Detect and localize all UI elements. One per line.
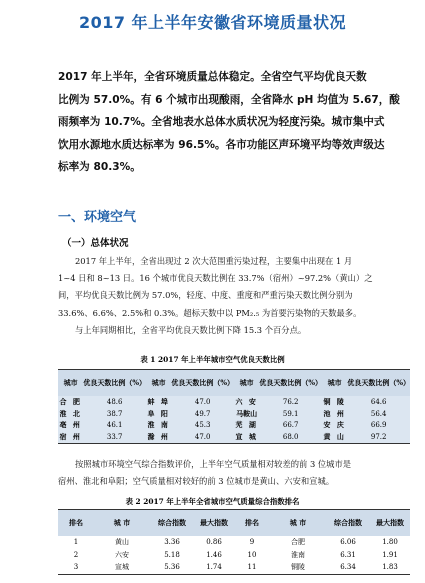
column-header: 最大指数 [200,518,228,527]
column-header: 城 市 [113,518,131,527]
column-header: 综合指数 [334,518,362,527]
value-cell: 3.36 [150,536,194,549]
value-cell: 47.0 [194,397,211,406]
city-cell: 安 庆 [323,420,346,430]
city-cell: 合肥 [270,536,326,549]
value-cell: 68.0 [282,433,299,442]
value-cell: 5.18 [150,549,194,562]
paragraph-line: 间，平均优良天数比例为 57.0%，轻度、中度、重度和严重污染天数比例分别为 [58,290,353,301]
summary-line: 比例为 57.0%。有 6 个城市出现酸雨，全省降水 pH 均值为 5.67，酸 [58,93,400,106]
column-header: 城 市 [289,518,307,527]
column-header: 城市 [151,378,166,387]
section-heading-air: 一、环境空气 [58,210,137,225]
summary-line: 雨频率为 10.7%。全省地表水总体水质状况为轻度污染。城市集中式 [58,116,385,129]
city-cell: 淮 南 [147,420,170,430]
value-cell: 0.86 [194,536,234,549]
column-header: 优良天数比例（%） [171,378,234,387]
value-cell: 33.7 [106,433,123,442]
rank-cell: 3 [58,561,94,574]
value-cell: 64.6 [370,397,387,406]
city-cell: 铜陵 [270,561,326,574]
value-cell: 66.7 [282,421,299,430]
city-cell: 马鞍山 [236,408,258,418]
page-title: 2017 年上半年安徽省环境质量状况 [78,13,347,32]
value-cell: 6.31 [326,549,370,562]
table-row [58,420,410,432]
city-cell: 黄 山 [323,432,346,442]
summary-line: 2017 年上半年，全省环境质量总体稳定。全省空气平均优良天数 [58,71,367,83]
city-cell: 六安 [94,549,150,562]
ranking-paragraph [58,456,408,490]
value-cell: 59.1 [282,409,299,418]
paragraph-line: 2017 年上半年，全省出现过 2 次大范围重污染过程，主要集中出现在 1 月 [75,256,353,266]
rank-cell: 10 [234,549,270,562]
table-row [58,396,410,408]
rank-cell: 11 [234,561,270,574]
table-air-quality-ratio [58,369,410,444]
rank-cell: 9 [234,536,270,549]
table-header-row [58,370,410,397]
city-cell: 淮 北 [59,408,82,418]
table-header-row [58,510,410,537]
column-header: 优良天数比例（%） [83,378,146,387]
city-cell: 蚌 埠 [147,396,170,406]
city-cell: 六 安 [235,396,258,406]
city-cell: 宣城 [94,561,150,574]
table-row [58,561,410,574]
value-cell: 6.06 [326,536,370,549]
value-cell: 56.4 [370,409,387,418]
city-cell: 合 肥 [59,396,82,406]
summary-paragraph [58,66,403,179]
paragraph-line: 与上年同期相比，全省平均优良天数比例下降 15.3 个百分点。 [75,324,307,335]
column-header: 城市 [63,378,78,387]
table-row [58,549,410,562]
table-row [58,431,410,443]
value-cell: 66.9 [370,421,387,430]
city-cell: 宣 城 [235,432,258,442]
value-cell: 1.74 [194,561,234,574]
table-row [58,408,410,420]
value-cell: 45.3 [194,421,211,430]
paragraph-line: 33.6%、6.6%、2.5%和 0.3%。超标天数中以 PM₂.₅ 为首要污染物的天数最多。 [58,307,362,318]
summary-line: 标率为 80.3%。 [58,161,141,174]
rank-cell: 1 [58,536,94,549]
value-cell: 49.7 [194,409,211,418]
city-cell: 阜 阳 [147,408,170,418]
subsection-heading-overview: （一）总体状况 [62,238,129,249]
value-cell: 1.91 [370,549,410,562]
value-cell: 48.6 [106,397,123,406]
table-air-quality-ranking [58,509,410,575]
summary-line: 饮用水源地水质达标率为 96.5%。各市功能区声环境平均等效声级达 [58,138,385,151]
column-header: 优良天数比例（%） [347,378,410,387]
paragraph-line: 按照城市环境空气综合指数评价，上半年空气质量相对较差的前 3 位城市是 [75,459,352,469]
column-header: 排名 [69,518,83,527]
column-header: 城市 [239,378,254,387]
table-row [58,536,410,549]
value-cell: 1.46 [194,549,234,562]
city-cell: 滁 州 [147,432,170,442]
value-cell: 47.0 [194,433,211,442]
city-cell: 铜 陵 [323,396,346,406]
value-cell: 38.7 [106,409,123,418]
city-cell: 黄山 [94,536,150,549]
paragraph-line: 宿州、淮北和阜阳；空气质量相对较好的前 3 位城市是黄山、六安和宣城。 [58,476,335,487]
value-cell: 5.36 [150,561,194,574]
table1-caption: 表 1 2017 年上半年城市空气优良天数比例 [140,355,285,364]
city-cell: 淮南 [270,549,326,562]
overview-paragraph [58,253,408,339]
column-header: 城市 [327,378,342,387]
value-cell: 6.34 [326,561,370,574]
value-cell: 97.2 [370,433,387,442]
value-cell: 46.1 [106,421,123,430]
column-header: 最大指数 [376,518,404,527]
city-cell: 芜 湖 [235,420,258,430]
column-header: 优良天数比例（%） [259,378,322,387]
city-cell: 亳 州 [59,420,82,430]
city-cell: 宿 州 [59,432,82,442]
paragraph-line: 1~4 日和 8~13 日。16 个城市优良天数比例在 33.7%（宿州）~97.2%（黄山）之 [58,273,373,284]
table2-caption: 表 2 2017 年上半年全省城市空气质量综合指数排名 [125,497,300,506]
column-header: 综合指数 [158,518,186,527]
rank-cell: 2 [58,549,94,562]
city-cell: 池 州 [323,408,346,418]
column-header: 排名 [245,518,259,527]
value-cell: 1.80 [370,536,410,549]
value-cell: 1.83 [370,561,410,574]
value-cell: 76.2 [282,397,299,406]
